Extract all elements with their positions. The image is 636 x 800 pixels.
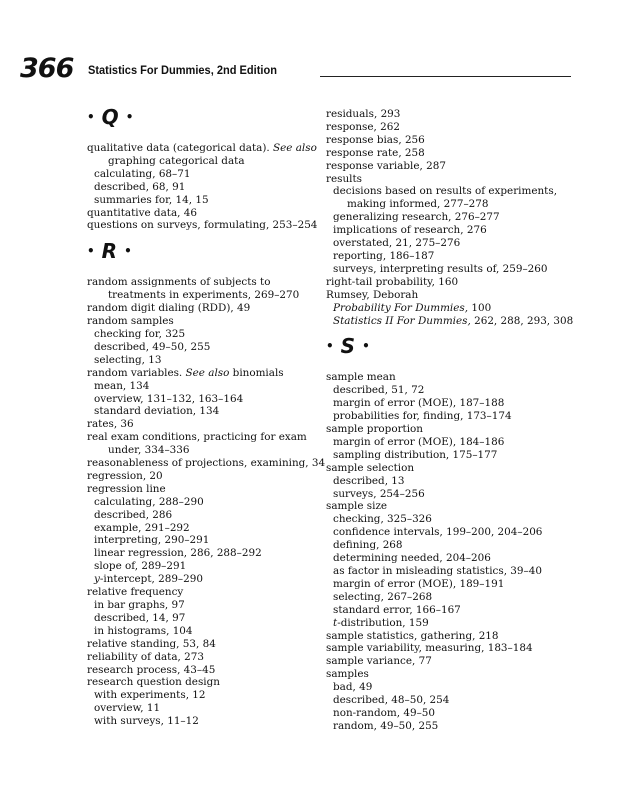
index-entry [87,328,313,341]
index-entry-text: research process, 43–45 [87,663,216,676]
index-entry [326,436,558,449]
section-heading-q [87,104,313,130]
index-entry [326,668,558,681]
index-entry [87,664,313,677]
index-entry-text: checking, 325–326 [333,513,432,526]
index-entry-text: random digit dialing (RDD), 49 [87,302,251,315]
index-entry [87,676,313,689]
entries-r-part1 [87,276,326,728]
index-entry [87,702,313,715]
index-entry-text: described, 49–50, 255 [94,340,211,353]
index-entry-text: decisions based on results of experiments, [333,185,557,198]
index-entry [326,198,558,211]
index-entry [326,276,558,289]
index-entry [326,526,558,539]
index-entry [326,642,558,655]
index-entry-text: with surveys, 11–12 [94,715,199,728]
index-entry-italic-text: See also [273,142,317,154]
index-entry [87,586,313,599]
index-entry-text: sample proportion [326,423,424,436]
index-entry-italic-text: Probability For Dummies, [333,301,469,314]
index-entry-text: with experiments, 12 [94,689,206,702]
index-entry-text: described, 14, 97 [94,611,186,624]
index-entry-text: margin of error (MOE), 187–188 [333,397,505,410]
index-entry-text: -intercept, 289–290 [99,573,203,586]
index-entry-text: graphing categorical data [108,154,245,167]
index-entry [87,509,313,522]
index-entry [87,483,313,496]
index-entry-text: -distribution, 159 [337,616,429,629]
index-entry-text: sample mean [326,371,396,384]
index-entry-text: regression line [87,482,166,495]
index-entry [326,539,558,552]
index-entry-text: 100 [468,301,492,314]
index-entry [87,155,313,168]
index-entry [87,168,313,181]
index-entry [87,380,313,393]
index-entry-text: reporting, 186–187 [333,249,435,262]
index-entry [87,289,313,302]
index-entry [87,207,313,220]
index-entry-text: margin of error (MOE), 184–186 [333,435,505,448]
index-entry [326,617,558,630]
index-entry-text: described, 68, 91 [94,180,186,193]
index-entry-text: selecting, 267–268 [333,590,433,603]
index-entry [87,612,313,625]
index-entry-text: questions on surveys, formulating, 253–254 [87,219,318,232]
index-entry-text: quantitative data, 46 [87,206,197,219]
bullet-icon: • [124,244,132,259]
index-entry-text: standard error, 166–167 [333,603,461,616]
index-entry [326,513,558,526]
index-entry-text: reasonableness of projections, examining, 34 [87,457,326,470]
index-entry-text: random assignments of subjects to [87,276,271,289]
index-entry [326,134,558,147]
index-entry-text: selecting, 13 [94,353,162,366]
entries-s [326,371,558,732]
index-entry [87,573,313,586]
index-entry [326,500,558,513]
page-header [20,52,552,86]
index-entry-text: standard deviation, 134 [94,405,220,418]
index-entry [87,470,313,483]
index-entry-text: sample statistics, gathering, 218 [326,629,499,642]
bullet-icon: • [87,244,95,259]
index-entry [326,371,558,384]
index-entry-text: residuals, 293 [326,108,401,120]
section-letter-s: S [340,334,356,359]
index-entry-text: summaries for, 14, 15 [94,193,209,206]
index-entry-text: research question design [87,676,220,689]
index-entry [326,488,558,501]
index-entry [87,625,313,638]
entries-q [87,142,318,232]
index-entry [326,720,558,733]
index-entry-text: linear regression, 286, 288–292 [94,547,262,560]
section-heading-s [326,333,558,359]
index-entry-text: calculating, 68–71 [94,167,191,180]
index-entry [87,534,313,547]
section-heading-r [87,238,313,264]
section-letter-q: Q [101,105,119,129]
index-entry-text: calculating, 288–290 [94,495,204,508]
index-entry [326,604,558,617]
index-entry-text: generalizing research, 276–277 [333,211,500,224]
index-entry-text: margin of error (MOE), 189–191 [333,577,505,590]
index-entry [87,599,313,612]
index-entry [326,147,558,160]
bullet-icon: • [362,339,370,354]
index-entry [87,431,313,444]
index-entry-text: response, 262 [326,120,400,133]
page-number: 366 [20,53,74,84]
index-entry [326,578,558,591]
index-entry-text: described, 13 [333,474,405,487]
bullet-icon: • [87,110,95,124]
header-rule [320,76,571,77]
index-entry [326,694,558,707]
index-entry-text: example, 291–292 [94,521,190,534]
index-entry [326,552,558,565]
index-entry [326,423,558,436]
index-entry [326,462,558,475]
index-entry-text: random variables. [87,366,186,379]
index-entry-text: relative frequency [87,586,184,599]
index-entry-text: sample variability, measuring, 183–184 [326,642,533,655]
index-entry [326,250,558,263]
index-entry-italic-text: Statistics II For Dummies, [333,314,471,327]
index-entry [87,302,313,315]
index-entry [326,108,558,121]
index-entry [326,475,558,488]
index-entry [326,289,558,302]
index-entry-text: treatments in experiments, 269–270 [108,289,300,302]
index-entry-text: random, 49–50, 255 [333,719,439,732]
index-entry-italic-text: See also [185,366,230,379]
index-entry-text: defining, 268 [333,539,403,552]
index-entry [87,651,313,664]
index-entry-text: in histograms, 104 [94,624,193,637]
index-entry-text: slope of, 289–291 [94,560,187,573]
index-entry [87,142,317,155]
index-entry [87,367,313,380]
index-entry-text: sample size [326,500,388,513]
index-entry-text: overstated, 21, 275–276 [333,237,461,250]
index-entry-text: non-random, 49–50 [333,706,436,719]
index-entry [87,354,313,367]
index-entry [326,211,558,224]
index-entry-text: right-tail probability, 160 [326,275,459,288]
index-entry [87,522,313,535]
entries-r-part2 [326,108,574,327]
index-entry-italic-text: t [333,616,338,629]
index-entry-text: overview, 131–132, 163–164 [94,392,244,405]
index-entry-text: rates, 36 [87,418,134,431]
index-entry [87,315,313,328]
index-entry [326,237,558,250]
index-entry [87,393,313,406]
index-entry [326,565,558,578]
index-entry [326,655,558,668]
index-entry-text: mean, 134 [94,379,150,392]
index-entry [326,384,558,397]
index-entry-text: sample selection [326,461,415,474]
index-entry-text: Rumsey, Deborah [326,288,419,301]
index-entry [87,560,313,573]
index-entry-text: making informed, 277–278 [347,198,489,211]
index-entry-text: determining needed, 204–206 [333,552,491,565]
index-entry-text: sample variance, 77 [326,655,432,668]
index-entry [326,224,558,237]
index-entry [326,314,574,328]
index-entry-text: random samples [87,315,174,328]
index-entry [326,707,558,720]
index-entry-text: results [326,172,362,185]
index-entry-text: as factor in misleading statistics, 39–40 [333,565,542,577]
index-entry [87,689,313,702]
index-entry [326,263,558,276]
index-entry-text: binomials [229,366,284,379]
index-entry [87,547,313,560]
section-letter-r: R [101,239,118,264]
index-entry [326,630,558,643]
index-entry-italic-text: y [94,573,100,586]
index-entry-text: samples [326,668,369,681]
index-entry [87,181,313,194]
index-entry [87,638,313,651]
index-entry [87,496,313,509]
bullet-icon: • [125,110,134,124]
index-entry-text: response bias, 256 [326,133,425,146]
running-title: Statistics For Dummies, 2nd Edition [88,63,277,77]
index-entry-text: described, 48–50, 254 [333,694,450,707]
index-column-left [87,104,326,728]
index-entry [326,681,558,694]
index-entry-text: surveys, 254–256 [333,487,425,500]
index-entry-text: interpreting, 290–291 [94,534,210,547]
index-entry [326,397,558,410]
index-entry-text: reliability of data, 273 [87,650,204,663]
index-entry [326,185,558,198]
index-entry [326,302,558,315]
index-entry-text: regression, 20 [87,469,163,482]
index-entry [87,457,326,470]
index-entry-text: surveys, interpreting results of, 259–260 [333,262,548,275]
index-entry [87,341,313,354]
index-entry [326,160,558,173]
index-entry [326,173,558,186]
index-entry [87,219,318,232]
index-entry-text: probabilities for, finding, 173–174 [333,410,512,423]
index-entry-text: described, 51, 72 [333,384,425,397]
index-entry-text: implications of research, 276 [333,224,487,237]
index-entry [87,405,313,418]
index-entry [87,418,313,431]
index-column-right [326,108,574,733]
index-entry-text: real exam conditions, practicing for exam [87,431,307,444]
index-entry [87,444,313,457]
index-entry-text: described, 286 [94,508,173,521]
index-entry-text: checking for, 325 [94,327,186,340]
index-entry [326,449,558,462]
index-entry-text: sampling distribution, 175–177 [333,448,498,461]
index-entry-text: 262, 288, 293, 308 [470,314,574,327]
index-entry-text: under, 334–336 [108,444,190,457]
index-entry-text: confidence intervals, 199–200, 204–206 [333,526,543,539]
index-entry-text: response variable, 287 [326,159,446,172]
index-entry [326,121,558,134]
index-entry-text: qualitative data (categorical data). [87,142,274,154]
index-entry-text: in bar graphs, 97 [94,599,185,611]
index-entry-text: overview, 11 [94,702,161,715]
bullet-icon: • [326,339,334,354]
index-entry-text: response rate, 258 [326,146,425,159]
index-entry [87,715,313,728]
index-entry-text: relative standing, 53, 84 [87,637,216,650]
index-entry [87,276,313,289]
index-entry [87,194,313,207]
index-entry-text: bad, 49 [333,681,373,694]
index-entry [326,591,558,604]
index-entry [326,410,558,423]
